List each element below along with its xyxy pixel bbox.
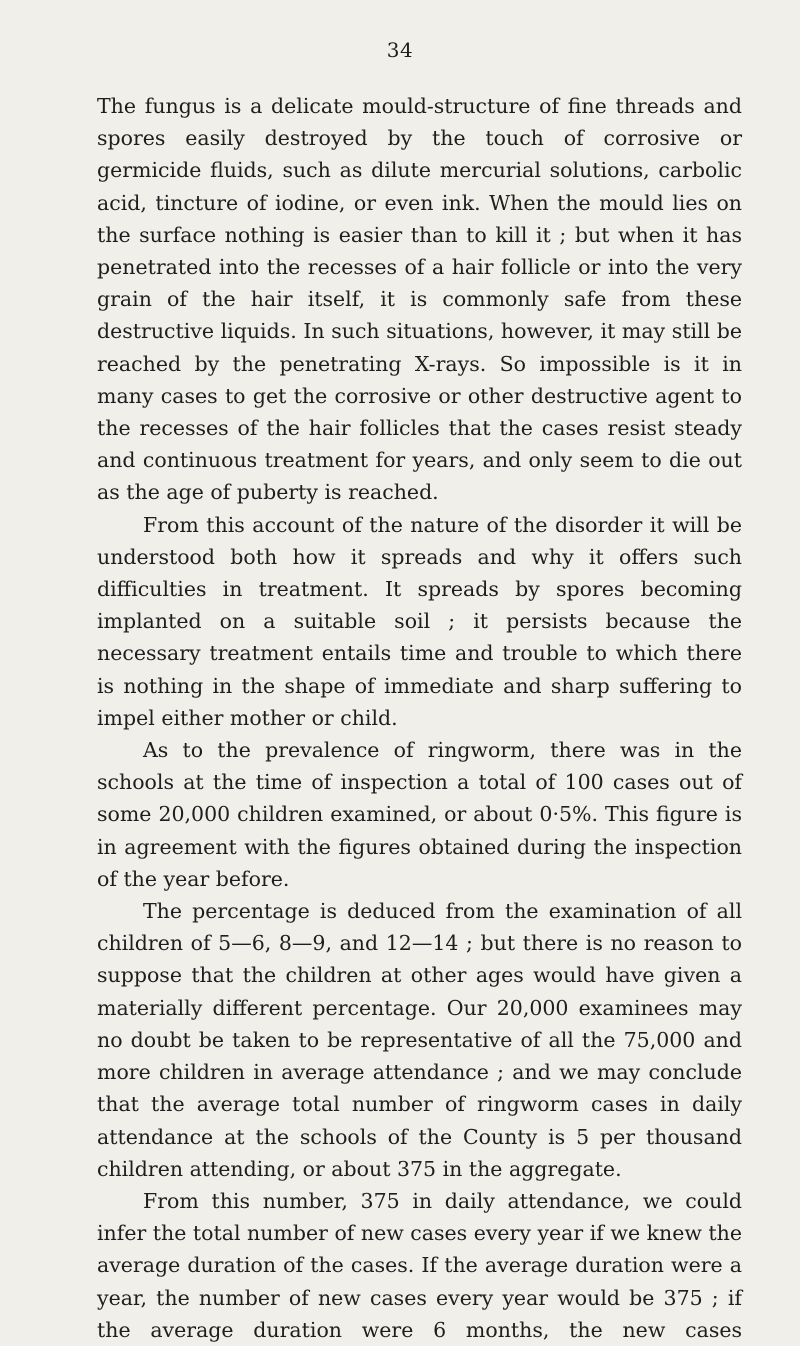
paragraph-percentage: The percentage is deduced from the examination of all children of 5—6, 8—9, and 12—14 ; but there is no reason to suppose that the children at other ages would have given a materially different percentage. Our 20,000 examinees may no doubt be taken to be representative of all the 75,000 and more children in average attendance ; and we may conclude that the average total number of ringworm cases in daily attendance at the schools of the County is 5 per thousand children attending, or about 375 in the aggregate. [97, 899, 742, 1181]
page-number: 34 [386, 38, 414, 62]
paragraph-fungus-description: The fungus is a delicate mould-structure of fine threads and spores easily destroyed by the touch of corrosive or germicide fluids, such as dilute mercurial solutions, carbolic acid, tincture of iodine, or even ink. When the mould lies on the surface nothing is easier than to kill it ; but when it has penetrated into the recesses of a hair follicle or into the very grain of the hair itself, it is commonly safe from these destructive liquids. In such situations, however, it may still be reached by the penetrating X-rays. So impossible is it in many cases to get the corrosive or other destructive agent to the recesses of the hair follicles that the cases resist steady and continuous treatment for years, and only seem to die out as the age of puberty is reached. [97, 94, 742, 505]
paragraph-spread-and-treatment: From this account of the nature of the disorder it will be understood both how it spreads and why it offers such difficulties in treatment. It spreads by spores becoming implanted on a suitable soil ; it persists because the necessary treatment entails time and trouble to which there is nothing in the shape of immediate and sharp suffering to impel either mother or child. [97, 512, 742, 730]
paragraph-new-cases: From this number, 375 in daily attendance, we could infer the total number of new cases every year if we knew the average duration of the cases. If the average duration were a year, the number of new cases every year would be 375 ; if the average duration were 6 months, the new cases [97, 1188, 742, 1342]
paragraph-prevalence: As to the prevalence of ringworm, there was in the schools at the time of inspection a total of 100 cases out of some 20,000 children examined, or about 0·5%. This figure is in agreement with the figures obtained during the inspection of the year before. [97, 738, 742, 891]
body-text [97, 90, 742, 1346]
